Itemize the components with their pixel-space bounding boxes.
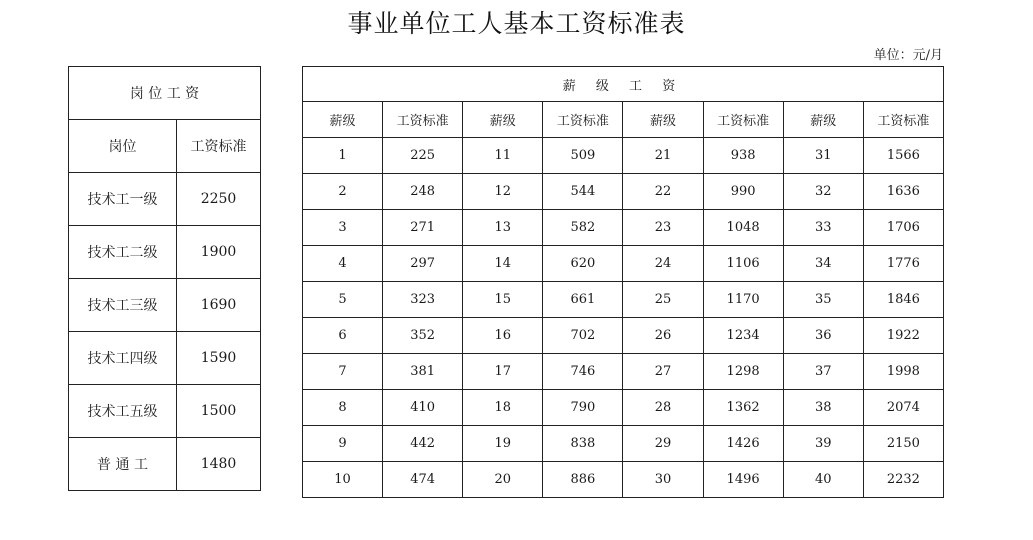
grade-column-header: 薪级: [463, 102, 543, 138]
wage-column-header: 工资标准: [543, 102, 623, 138]
post-name-cell: 技术工一级: [69, 173, 177, 226]
grade-cell: 34: [783, 246, 863, 282]
wage-column-header: 工资标准: [863, 102, 943, 138]
grade-cell: 35: [783, 282, 863, 318]
table-row: [303, 246, 944, 282]
post-wage-cell: 1500: [177, 385, 261, 438]
grade-cell: 37: [783, 354, 863, 390]
wage-cell: 509: [543, 138, 623, 174]
table-row: [303, 390, 944, 426]
wage-cell: 990: [703, 174, 783, 210]
table-row: [303, 354, 944, 390]
wage-cell: 790: [543, 390, 623, 426]
post-name-cell: 技术工二级: [69, 226, 177, 279]
post-name-cell: 技术工五级: [69, 385, 177, 438]
wage-cell: 2074: [863, 390, 943, 426]
grade-cell: 27: [623, 354, 703, 390]
post-wage-header: 岗 位 工 资: [69, 67, 261, 120]
grade-cell: 17: [463, 354, 543, 390]
post-wage-cell: 1690: [177, 279, 261, 332]
wage-cell: 1706: [863, 210, 943, 246]
grade-cell: 7: [303, 354, 383, 390]
grade-cell: 6: [303, 318, 383, 354]
wage-cell: 661: [543, 282, 623, 318]
wage-cell: 620: [543, 246, 623, 282]
wage-cell: 271: [383, 210, 463, 246]
grade-column-header: 薪级: [783, 102, 863, 138]
wage-cell: 442: [383, 426, 463, 462]
grade-cell: 13: [463, 210, 543, 246]
wage-cell: 1922: [863, 318, 943, 354]
unit-label: 单位：元/月: [873, 48, 943, 63]
wage-cell: 1362: [703, 390, 783, 426]
wage-cell: 352: [383, 318, 463, 354]
wage-cell: 1234: [703, 318, 783, 354]
grade-cell: 30: [623, 462, 703, 498]
wage-cell: 886: [543, 462, 623, 498]
grade-cell: 3: [303, 210, 383, 246]
table-row: [303, 138, 944, 174]
table-row: [69, 279, 261, 332]
wage-cell: 297: [383, 246, 463, 282]
grade-cell: 8: [303, 390, 383, 426]
wage-cell: 2232: [863, 462, 943, 498]
grade-cell: 21: [623, 138, 703, 174]
grade-column-header: 薪级: [303, 102, 383, 138]
post-wage-table: [68, 66, 261, 491]
wage-cell: 2150: [863, 426, 943, 462]
grade-cell: 24: [623, 246, 703, 282]
wage-column-header: 工资标准: [383, 102, 463, 138]
grade-cell: 14: [463, 246, 543, 282]
wage-cell: 410: [383, 390, 463, 426]
post-name-cell: 技术工四级: [69, 332, 177, 385]
wage-cell: 1426: [703, 426, 783, 462]
wage-cell: 938: [703, 138, 783, 174]
wage-cell: 474: [383, 462, 463, 498]
grade-column-header: 薪级: [623, 102, 703, 138]
grade-cell: 9: [303, 426, 383, 462]
grade-cell: 38: [783, 390, 863, 426]
grade-cell: 22: [623, 174, 703, 210]
wage-cell: 248: [383, 174, 463, 210]
post-wage-cell: 1900: [177, 226, 261, 279]
salary-grade-header: 薪 级 工 资: [303, 67, 944, 102]
grade-cell: 40: [783, 462, 863, 498]
wage-cell: 838: [543, 426, 623, 462]
wage-cell: 225: [383, 138, 463, 174]
wage-cell: 1636: [863, 174, 943, 210]
grade-cell: 32: [783, 174, 863, 210]
wage-column-header: 工资标准: [703, 102, 783, 138]
table-row: [69, 226, 261, 279]
post-name-cell: 普 通 工: [69, 438, 177, 491]
table-row: [303, 318, 944, 354]
wage-cell: 746: [543, 354, 623, 390]
post-wage-cell: 1480: [177, 438, 261, 491]
grade-cell: 29: [623, 426, 703, 462]
wage-cell: 582: [543, 210, 623, 246]
wage-cell: 1776: [863, 246, 943, 282]
post-column-header: 岗位: [69, 120, 177, 173]
post-name-cell: 技术工三级: [69, 279, 177, 332]
grade-cell: 39: [783, 426, 863, 462]
table-row: [303, 462, 944, 498]
document-title: 事业单位工人基本工资标准表: [347, 9, 686, 38]
table-row: [303, 282, 944, 318]
wage-cell: 1496: [703, 462, 783, 498]
wage-cell: 702: [543, 318, 623, 354]
wage-cell: 1846: [863, 282, 943, 318]
salary-grade-body: [303, 138, 944, 498]
table-row: [303, 426, 944, 462]
wage-cell: 1566: [863, 138, 943, 174]
grade-cell: 23: [623, 210, 703, 246]
grade-cell: 1: [303, 138, 383, 174]
grade-cell: 25: [623, 282, 703, 318]
wage-cell: 1298: [703, 354, 783, 390]
grade-cell: 10: [303, 462, 383, 498]
grade-cell: 11: [463, 138, 543, 174]
grade-cell: 18: [463, 390, 543, 426]
grade-cell: 2: [303, 174, 383, 210]
grade-cell: 19: [463, 426, 543, 462]
post-wage-cell: 2250: [177, 173, 261, 226]
grade-cell: 15: [463, 282, 543, 318]
wage-column-header: 工资标准: [177, 120, 261, 173]
table-row: [69, 332, 261, 385]
wage-cell: 1048: [703, 210, 783, 246]
table-row: [69, 385, 261, 438]
table-row: [69, 173, 261, 226]
grade-cell: 31: [783, 138, 863, 174]
grade-cell: 20: [463, 462, 543, 498]
wage-cell: 1106: [703, 246, 783, 282]
table-row: [303, 174, 944, 210]
grade-cell: 26: [623, 318, 703, 354]
table-row: [303, 210, 944, 246]
grade-cell: 5: [303, 282, 383, 318]
grade-cell: 16: [463, 318, 543, 354]
wage-cell: 381: [383, 354, 463, 390]
wage-cell: 1998: [863, 354, 943, 390]
table-row: [69, 438, 261, 491]
grade-cell: 33: [783, 210, 863, 246]
grade-cell: 12: [463, 174, 543, 210]
wage-cell: 1170: [703, 282, 783, 318]
grade-cell: 4: [303, 246, 383, 282]
grade-cell: 36: [783, 318, 863, 354]
wage-cell: 544: [543, 174, 623, 210]
post-wage-cell: 1590: [177, 332, 261, 385]
salary-grade-table: [302, 66, 944, 498]
grade-cell: 28: [623, 390, 703, 426]
wage-cell: 323: [383, 282, 463, 318]
